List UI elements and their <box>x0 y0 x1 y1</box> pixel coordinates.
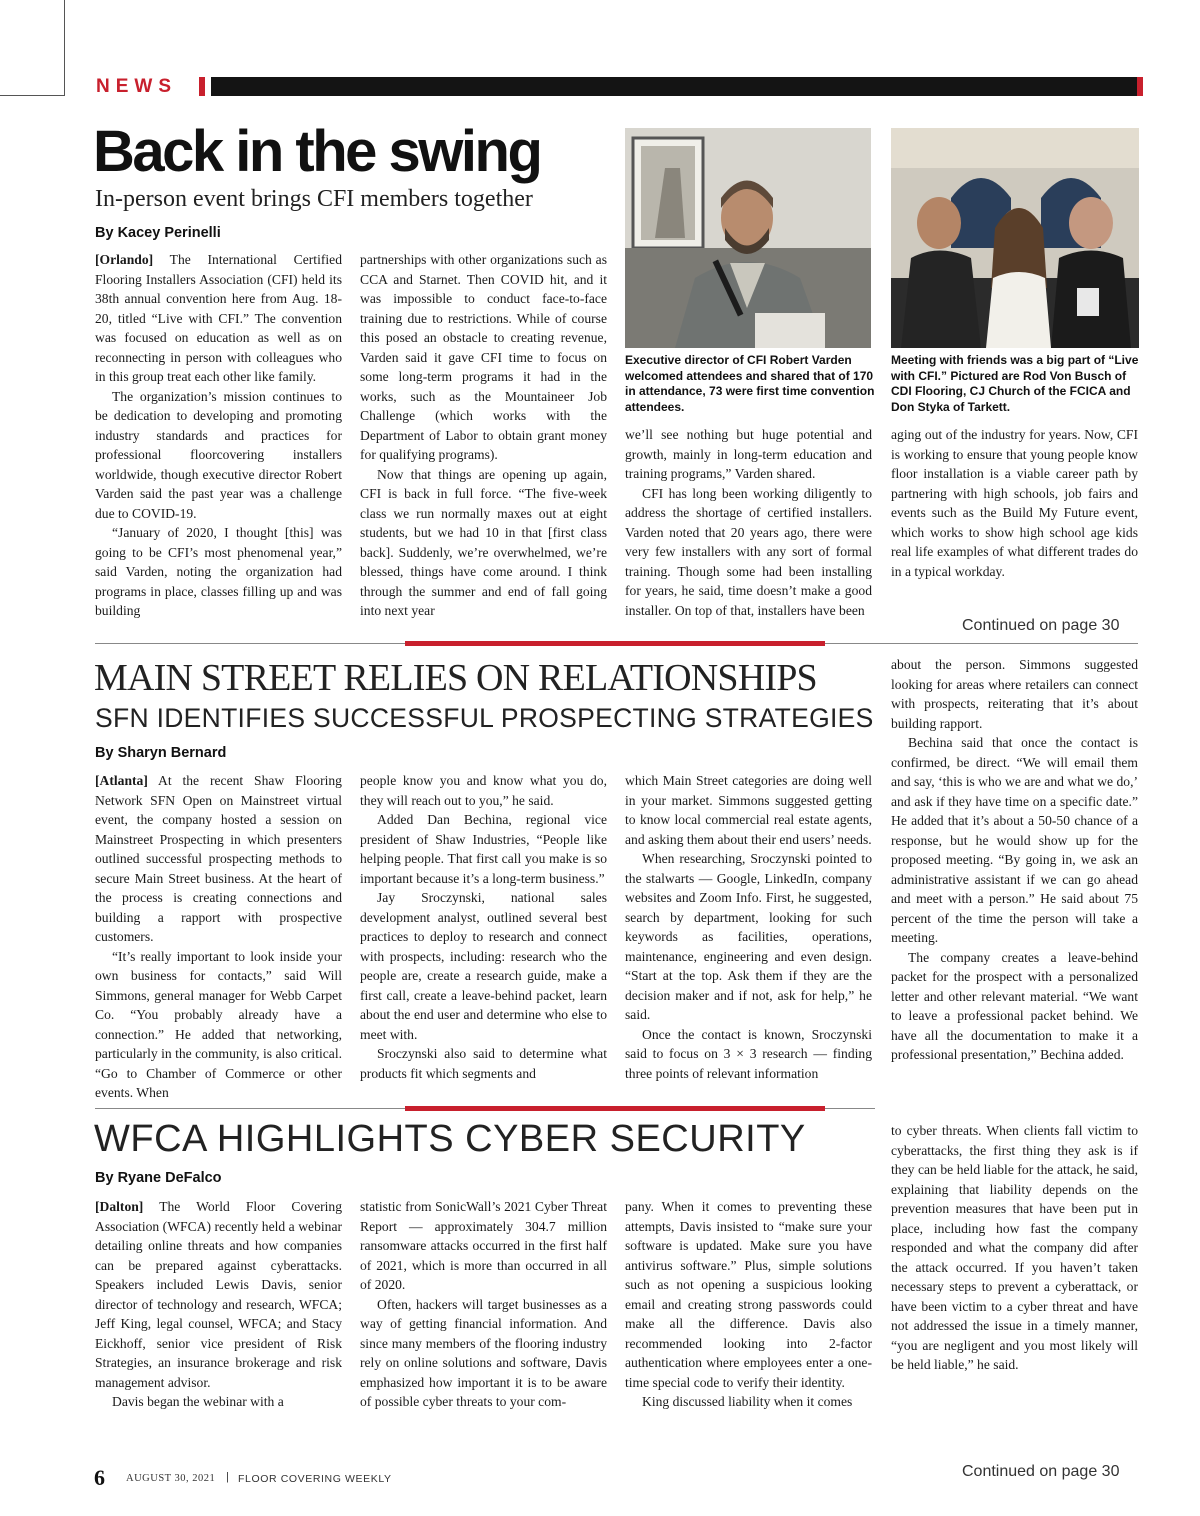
paragraph <box>95 250 342 387</box>
page-number: 6 <box>94 1465 105 1490</box>
paragraph-text: The International Certified Flooring Installers Association (CFI) held its 38th annual convention here from Aug. 18-20, titled “Live with CFI.” The convention was focused on education as well as on reconnecting in person with colleagues who in this group treat each other like family. <box>95 252 342 384</box>
story2-column-3 <box>625 771 872 1083</box>
story3-headline: WFCA HIGHLIGHTS CYBER SECURITY <box>94 1118 806 1160</box>
paragraph: to cyber threats. When clients fall victim to cyberattacks, the first thing they ask is if they can be held liable for the attack, he said, explaining that liability depends on the prevention measures that have been put in place, including how fast the company responded and what the company did after the attack occurred. If you haven’t taken necessary steps to prevent a cyberattack, or have been victim to a cyber threat and have not addressed the issue in a timely manner, “you are negligent and you most likely will be held liable,” he said. <box>891 1123 1138 1372</box>
story2-column-1 <box>95 771 342 1103</box>
story2-subhead: SFN IDENTIFIES SUCCESSFUL PROSPECTING STRATEGIES <box>95 703 874 733</box>
section-label: NEWS <box>96 76 177 97</box>
dateline: [Dalton] <box>95 1199 144 1214</box>
paragraph-text: At the recent Shaw Flooring Network SFN Open on Mainstreet virtual event, the company hosted a session on Mainstreet Prospecting in which presenters outlined successful prospecting methods to secure Main Street business. At the heart of the process is creating connections and building a rapport with prospective customers. <box>95 773 342 944</box>
paragraph: Now that things are opening up again, CFI is back in full force. “The five-week class we run normally maxes out at eight students, but we had 10 in that [first class back]. Suddenly, we’re overwhelmed, we’re blessed, things have come around. I think through the summer and end of fall going into next year <box>360 466 607 618</box>
story3-column-2 <box>360 1197 607 1412</box>
story2-headline: MAIN STREET RELIES ON RELATIONSHIPS <box>94 657 817 699</box>
photo-robert-varden <box>625 128 871 348</box>
paragraph: Davis began the webinar with a <box>112 1394 284 1409</box>
story1-subhead: In-person event brings CFI members together <box>95 186 533 212</box>
paragraph: Often, hackers will target businesses as a way of getting financial information. And since many members of the flooring industry rely on online solutions and software, Davis emphasized how important it is to be aware of possible cyber threats to your com- <box>360 1296 607 1409</box>
story3-column-4 <box>891 1121 1138 1375</box>
divider-red <box>405 1106 825 1111</box>
paragraph: CFI has long been working diligently to address the shortage of certified installers. Varden noted that 20 years ago, there were very few installers with any sort of formal training. Though some had been installing for years, he said, time doesn’t make a good installer. On top of that, installers have been <box>625 485 872 618</box>
header-accent <box>199 77 205 96</box>
paragraph: The company creates a leave-behind packet for the prospect with a personalized letter and other relevant material. “We want to leave a professional packet behind. We have all the documentation to make it a professional presentation,” Bechina added. <box>891 949 1138 1062</box>
continued-line: Continued on page 30 <box>962 1463 1120 1480</box>
paragraph: “January of 2020, I thought [this] was going to be CFI’s most phenomenal year,” said Varden, noting the organization had programs in place, classes filling up and was building <box>95 525 342 618</box>
continued-line: Continued on page 30 <box>962 617 1120 634</box>
paragraph: aging out of the industry for years. Now, CFI is working to ensure that young people know floor installation is a viable career path by partnering with high schools, job fairs and events such as the Build My Future event, which works to show high school age kids real life examples of what different trades do in a typical workday. <box>891 427 1138 579</box>
photo-caption-2: Meeting with friends was a big part of “Live with CFI.” Pictured are Rod Von Busch of CDI Flooring, CJ Church of the FCICA and Don Styka of Tarkett. <box>891 353 1139 414</box>
paragraph: Once the contact is known, Sroczynski said to focus on 3 × 3 research — finding three points of relevant information <box>625 1026 872 1081</box>
paragraph: Bechina said that once the contact is confirmed, be direct. “We will email them and say, ‘this is who we are and what we do,’ and ask if they have time on a specific date.” He added that it’s about a 50-50 chance of a response, but he would show up for the proposed meeting. “By going in, we ask an administrative assistant if we can go ahead and meet with a person.” He said about 75 percent of the time the person will take a meeting. <box>891 735 1138 945</box>
photo-three-attendees <box>891 128 1139 348</box>
divider-red <box>405 641 825 646</box>
paragraph: pany. When it comes to preventing these attempts, Davis insisted to “make sure your software is updated. Make sure you have antivirus software.” Plus, simple solutions such as not opening a suspicious looking email and creating strong passwords could make all the difference. Davis also recommended looking into 2-factor authentication where employees enter a one-time special code to verify their identity. <box>625 1199 872 1390</box>
paragraph: people know you and know what you do, they will reach out to you,” he said. <box>360 773 607 808</box>
story1-byline: By Kacey Perinelli <box>95 225 221 241</box>
story3-column-3 <box>625 1197 872 1412</box>
dateline: [Atlanta] <box>95 773 148 788</box>
paragraph: we’ll see nothing but huge potential and growth, mainly in long-term education and training programs,” Varden shared. <box>625 427 872 481</box>
paragraph: statistic from SonicWall’s 2021 Cyber Threat Report — approximately 304.7 million ransomware attacks occurred in the first half of 2021, which is more than occurred in all of 2020. <box>360 1199 607 1292</box>
header-bar <box>211 77 1137 96</box>
paragraph: about the person. Simmons suggested looking for areas where retailers can connect with prospects, reiterating that it’s about building rapport. <box>891 657 1138 731</box>
photo-caption-1: Executive director of CFI Robert Varden welcomed attendees and shared that of 170 in attendance, 73 were first time convention attendees. <box>625 353 875 414</box>
issue-date: AUGUST 30, 2021 <box>126 1473 216 1484</box>
story2-byline: By Sharyn Bernard <box>95 745 227 761</box>
crop-mark <box>64 0 65 96</box>
header-accent <box>1137 77 1143 96</box>
story1-column-4 <box>891 425 1138 581</box>
paragraph: which Main Street categories are doing well in your market. Simmons suggested getting to know local commercial real estate agents, and asking them about their end users’ needs. <box>625 773 872 847</box>
paragraph <box>95 771 342 947</box>
paragraph: partnerships with other organizations such as CCA and Starnet. Then COVID hit, and it was impossible to conduct face-to-face training due to restrictions. While of course this posed an obstacle to creating revenue, Varden said it gave CFI time to focus on some long-term programs it had in the works, such as the Mountaineer Job Challenge (which works with the Department of Labor to obtain grant money for qualifying programs). <box>360 252 607 462</box>
story1-column-3 <box>625 425 872 620</box>
story3-byline: By Ryane DeFalco <box>95 1170 222 1186</box>
crop-mark <box>0 95 64 96</box>
paragraph: Jay Sroczynski, national sales development analyst, outlined several best practices to deploy to research and connect with prospects, including: research who the people are, create a research guide, make a first call, create a leave-behind packet, learn about the end user and determine who else to meet with. <box>360 890 607 1042</box>
paragraph-text: The World Floor Covering Association (WFCA) recently held a webinar detailing online threats and how companies can be prepared against cyberattacks. Speakers included Lewis Davis, senior director of technology and research, WFCA; Jeff King, legal counsel, WFCA; and Stacy Eickhoff, senior vice president of Risk Strategies, an insurance brokerage and risk management advisor. <box>95 1199 342 1390</box>
story1-column-2 <box>360 250 607 621</box>
paragraph <box>95 1197 342 1392</box>
paragraph: “It’s really important to look inside your own business for contacts,” said Will Simmons, general manager for Webb Carpet Co. “You probably already have a connection.” He added that networking, particularly in the community, is also critical. “Go to Chamber of Commerce or other events. When <box>95 948 342 1100</box>
publication-name: FLOOR COVERING WEEKLY <box>238 1473 392 1485</box>
footer-separator: | <box>226 1471 229 1483</box>
paragraph: Added Dan Bechina, regional vice president of Shaw Industries, “People like helping people. That first call you make is so important because it’s a long-term business.” <box>360 812 607 886</box>
paragraph: When researching, Sroczynski pointed to the stalwarts — Google, LinkedIn, company websites and Zoom Info. First, he suggested, search by department, looking for such keywords as facilities, operations, maintenance, engineering and even design. “Start at the top. Ask them if they are the decision maker and if not, ask for help,” he said. <box>625 851 872 1022</box>
story1-column-1 <box>95 250 342 621</box>
story3-column-1 <box>95 1197 342 1412</box>
paragraph: Sroczynski also said to determine what products fit which segments and <box>360 1046 607 1081</box>
story2-column-2 <box>360 771 607 1083</box>
story2-column-4 <box>891 655 1138 1065</box>
dateline: [Orlando] <box>95 252 154 267</box>
paragraph: King discussed liability when it comes <box>642 1394 853 1409</box>
paragraph: The organization’s mission continues to be dedication to developing and promoting industry standards and practices for professional floorcovering installers worldwide, though executive director Robert Varden said the past year was a challenge due to COVID-19. <box>95 388 342 521</box>
story1-headline: Back in the swing <box>93 119 541 184</box>
